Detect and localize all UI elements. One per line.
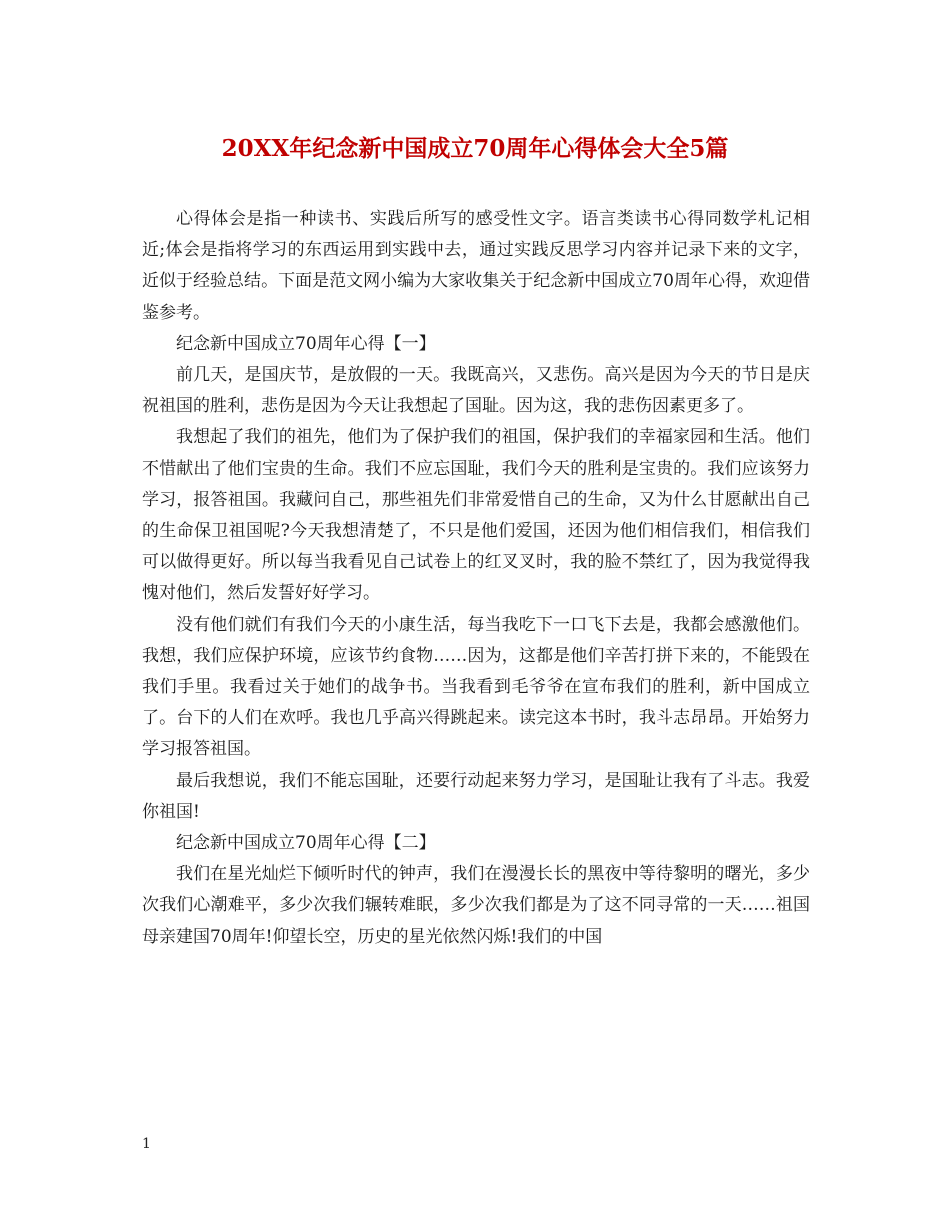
- body-paragraph: 没有他们就们有我们今天的小康生活，每当我吃下一口飞下去是，我都会感激他们。我想，我们应保护环境，应该节约食物……因为，这都是他们辛苦打拼下来的，不能毁在我们手里。我看过关于她们的战争书。当我看到毛爷爷在宣布我们的胜利，新中国成立了。台下的人们在欢呼。我也几乎高兴得跳起来。读完这本书时，我斗志昂昂。开始努力学习报答祖国。: [142, 614, 810, 760]
- document-title: 20XX年纪念新中国成立70周年心得体会大全5篇: [221, 135, 729, 162]
- section-heading-1: 纪念新中国成立70周年心得【一】: [176, 333, 436, 354]
- page-number: 1: [142, 1136, 151, 1152]
- document-body: [142, 204, 810, 953]
- body-paragraph: 我们在星光灿烂下倾听时代的钟声，我们在漫漫长长的黑夜中等待黎明的曙光，多少次我们心潮难平，多少次我们辗转难眠，多少次我们都是为了这不同寻常的一天……祖国母亲建国70周年!仰望长空，历史的星光依然闪烁!我们的中国: [142, 864, 810, 947]
- body-paragraph: 我想起了我们的祖先，他们为了保护我们的祖国，保护我们的幸福家园和生活。他们不惜献出了他们宝贵的生命。我们不应忘国耻，我们今天的胜利是宝贵的。我们应该努力学习，报答祖国。我藏问自己，那些祖先们非常爱惜自己的生命，又为什么甘愿献出自己的生命保卫祖国呢?今天我想清楚了，不只是他们爱国，还因为他们相信我们，相信我们可以做得更好。所以每当我看见自己试卷上的红叉叉时，我的脸不禁红了，因为我觉得我愧对他们，然后发誓好好学习。: [142, 427, 810, 604]
- body-paragraph: 最后我想说，我们不能忘国耻，还要行动起来努力学习，是国耻让我有了斗志。我爱你祖国!: [142, 770, 810, 822]
- intro-paragraph: 心得体会是指一种读书、实践后所写的感受性文字。语言类读书心得同数学札记相近;体会是指将学习的东西运用到实践中去，通过实践反思学习内容并记录下来的文字，近似于经验总结。下面是范文网小编为大家收集关于纪念新中国成立70周年心得，欢迎借鉴参考。: [142, 209, 810, 323]
- body-paragraph: 前几天，是国庆节，是放假的一天。我既高兴，又悲伤。高兴是因为今天的节日是庆祝祖国的胜利，悲伤是因为今天让我想起了国耻。因为这，我的悲伤因素更多了。: [142, 365, 810, 417]
- section-heading-2: 纪念新中国成立70周年心得【二】: [176, 833, 436, 854]
